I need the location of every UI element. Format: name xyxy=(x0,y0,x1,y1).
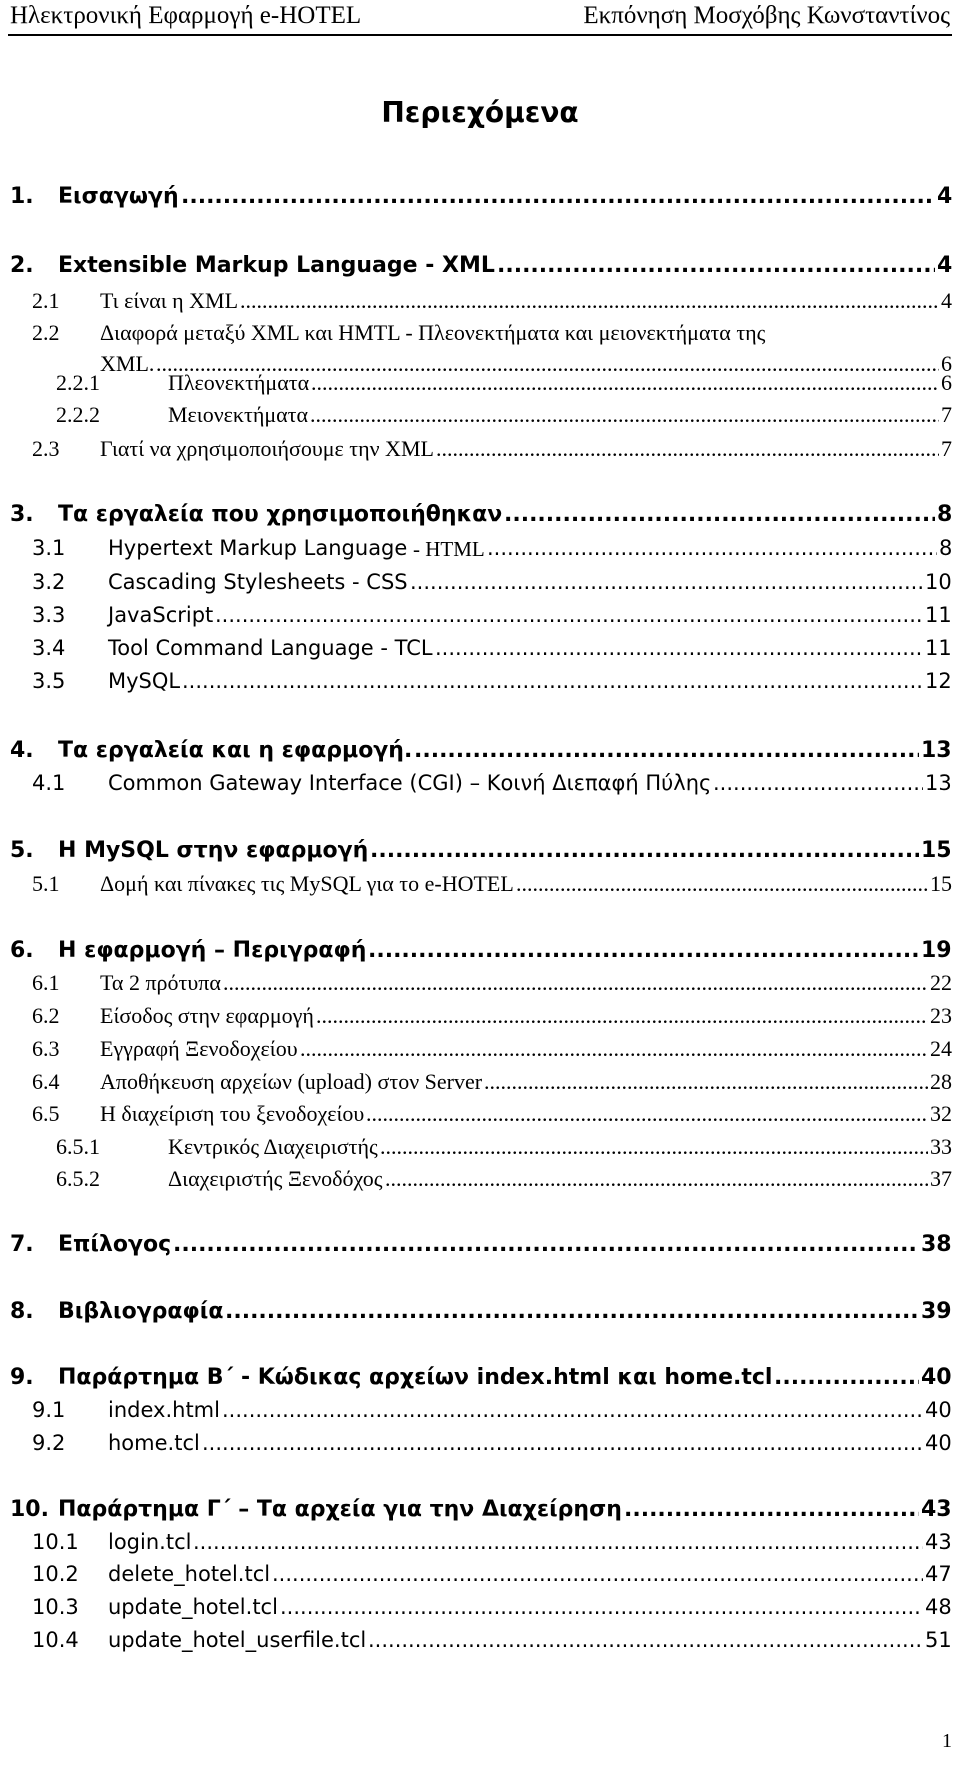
toc-entry-number: 2. xyxy=(10,253,34,278)
toc-entry[interactable] xyxy=(0,970,960,1002)
dot-leader xyxy=(504,502,935,527)
toc-entry-number: 6.5.1 xyxy=(56,1134,100,1159)
toc-entry-page: 19 xyxy=(921,938,952,963)
dot-leader xyxy=(215,603,923,627)
toc-entry-page: 13 xyxy=(921,738,952,763)
toc-entry[interactable] xyxy=(0,1101,960,1133)
toc-entry-number: 6.5.2 xyxy=(56,1166,100,1191)
dot-leader xyxy=(774,1365,919,1390)
toc-entry-title: update_hotel_userfile.tcl xyxy=(108,1628,367,1652)
toc-entry-title: Μειονεκτήματα xyxy=(168,402,309,427)
toc-entry[interactable] xyxy=(0,1166,960,1198)
toc-entry-title: Η MySQL στην εφαρμογή xyxy=(58,838,369,863)
toc-entry-title: login.tcl xyxy=(108,1530,192,1554)
toc-entry[interactable] xyxy=(0,536,960,568)
toc-entry-title: Τα εργαλεία και η εφαρμογή. xyxy=(58,738,413,763)
toc-entry-title: Tool Command Language - TCL xyxy=(108,636,433,660)
toc-entry-number: 5. xyxy=(10,838,34,863)
toc-entry-page: 37 xyxy=(930,1166,952,1191)
toc-entry[interactable] xyxy=(0,738,960,770)
toc-entry[interactable] xyxy=(0,1562,960,1594)
toc-entry[interactable] xyxy=(0,320,960,352)
toc-entry[interactable] xyxy=(0,436,960,468)
toc-entry-number: 10.3 xyxy=(32,1595,79,1619)
dot-leader xyxy=(300,1036,928,1062)
toc-entry[interactable] xyxy=(0,1365,960,1397)
dot-leader xyxy=(193,1530,923,1554)
toc-entry-number: 9.2 xyxy=(32,1431,66,1455)
toc-entry-number: 2.2.1 xyxy=(56,370,100,395)
toc-entry-number: 3.4 xyxy=(32,636,66,660)
toc-entry-page: 6 xyxy=(941,351,952,376)
toc-entry-title: Πλεονεκτήματα xyxy=(168,370,310,395)
dot-leader xyxy=(240,288,939,314)
dot-leader xyxy=(380,1134,928,1160)
toc-entry-page: 51 xyxy=(925,1628,952,1652)
toc-entry-title: Η εφαρμογή – Περιγραφή xyxy=(58,938,367,963)
toc-entry-page: 39 xyxy=(921,1299,952,1324)
toc-entry-title: Δομή και πίνακες τις MySQL για το e-HOTEL xyxy=(100,871,514,896)
toc-entry-title: Εισαγωγή xyxy=(58,184,179,209)
toc-entry-page: 47 xyxy=(925,1562,952,1586)
toc-entry-page: 13 xyxy=(925,771,952,795)
toc-entry-number: 2.2.2 xyxy=(56,402,100,427)
dot-leader xyxy=(222,1398,923,1422)
dot-leader xyxy=(316,1003,928,1029)
toc-entry-number: 10.2 xyxy=(32,1562,79,1586)
toc-entry-page: 40 xyxy=(925,1398,952,1422)
toc-entry-title: MySQL xyxy=(108,669,181,693)
toc-entry-title: JavaScript xyxy=(108,603,214,627)
toc-entry-title: home.tcl xyxy=(108,1431,200,1455)
toc-entry-number: 2.2 xyxy=(32,320,60,345)
toc-entry-title: Τα 2 πρότυπα xyxy=(100,970,221,995)
toc-entry-title: Εγγραφή Ξενοδοχείου xyxy=(100,1036,298,1061)
dot-leader xyxy=(624,1497,919,1522)
page-number: 1 xyxy=(942,1730,952,1752)
toc-entry-number: 4. xyxy=(10,738,34,763)
toc-entry-title: Διαφορά μεταξύ XML και HMTL - Πλεονεκτήματα και μειονεκτήματα της xyxy=(100,320,766,345)
dot-leader xyxy=(202,1431,923,1455)
toc-entry-page: 12 xyxy=(925,669,952,693)
toc-entry[interactable] xyxy=(0,1036,960,1068)
toc-entry[interactable] xyxy=(0,288,960,320)
dot-leader xyxy=(181,184,935,209)
toc-entry-page: 15 xyxy=(921,838,952,863)
toc-entry-title: Κεντρικός Διαχειριστής xyxy=(168,1134,378,1159)
dot-leader xyxy=(225,1299,919,1324)
toc-entry[interactable] xyxy=(0,669,960,701)
toc-entry-number: 9. xyxy=(10,1365,34,1390)
toc-entry-title: Τα εργαλεία που χρησιμοποιήθηκαν xyxy=(58,502,503,527)
toc-entry-title: Είσοδος στην εφαρμογή xyxy=(100,1003,314,1028)
dot-leader xyxy=(385,1166,928,1192)
dot-leader xyxy=(223,970,928,996)
toc-entry-number: 2.3 xyxy=(32,436,60,461)
toc-entry-title: Common Gateway Interface (CGI) – Κοινή Διεπαφή Πύλης xyxy=(108,771,712,795)
header-rule xyxy=(8,34,952,36)
toc-entry[interactable] xyxy=(0,1232,960,1264)
toc-entry-page: 4 xyxy=(937,184,953,209)
toc-entry-title-suffix: - HTML xyxy=(413,537,485,561)
toc-entry-number: 6. xyxy=(10,938,34,963)
toc-entry-page: 11 xyxy=(925,636,952,660)
toc-entry-page: 15 xyxy=(930,871,952,896)
dot-leader xyxy=(182,669,923,693)
toc-entry[interactable] xyxy=(0,1628,960,1660)
toc-entry[interactable] xyxy=(0,1299,960,1331)
toc-entry[interactable] xyxy=(0,1431,960,1463)
toc-entry[interactable] xyxy=(0,370,960,402)
toc-entry-title: Cascading Stylesheets - CSS xyxy=(108,570,408,594)
toc-entry-page: 38 xyxy=(921,1232,952,1257)
toc-entry[interactable] xyxy=(0,570,960,602)
toc-entry-page: 32 xyxy=(930,1101,952,1126)
dot-leader xyxy=(497,253,935,278)
toc-entry-title: Extensible Markup Language - XML xyxy=(58,253,495,278)
toc-entry-number: 10.4 xyxy=(32,1628,79,1652)
toc-entry[interactable] xyxy=(0,1134,960,1166)
toc-entry[interactable] xyxy=(0,502,960,534)
toc-entry-number: 8. xyxy=(10,1299,34,1324)
toc-entry-page: 43 xyxy=(921,1497,952,1522)
toc-entry[interactable] xyxy=(0,253,960,285)
toc-entry-page: 8 xyxy=(939,536,953,560)
toc-entry-number: 10.1 xyxy=(32,1530,79,1554)
dot-leader xyxy=(484,1069,928,1095)
dot-leader xyxy=(311,370,939,396)
toc-entry-number: 3.1 xyxy=(32,536,66,560)
toc-entry-title: Παράρτημα Β΄ - Κώδικας αρχείων index.html και home.tcl xyxy=(58,1365,773,1390)
toc-entry[interactable] xyxy=(0,871,960,903)
dot-leader xyxy=(272,1562,923,1586)
toc-entry[interactable] xyxy=(0,1003,960,1035)
toc-entry[interactable] xyxy=(0,636,960,668)
toc-entry[interactable] xyxy=(0,1398,960,1430)
toc-entry[interactable] xyxy=(0,603,960,635)
toc-entry-title: Αποθήκευση αρχείων (upload) στον Server xyxy=(100,1069,483,1094)
toc-entry-number: 3.3 xyxy=(32,603,66,627)
toc-entry-number: 6.2 xyxy=(32,1003,60,1028)
dot-leader xyxy=(713,771,923,795)
toc-entry-title-continued: XML. xyxy=(100,351,155,376)
toc-entry-page: 28 xyxy=(930,1069,952,1094)
toc-title: Περιεχόμενα xyxy=(381,96,579,129)
toc-entry-page: 4 xyxy=(937,253,953,278)
dot-leader xyxy=(435,636,923,660)
toc-entry-page: 33 xyxy=(930,1134,952,1159)
toc-entry-page: 8 xyxy=(937,502,953,527)
toc-entry-page: 10 xyxy=(925,570,952,594)
toc-entry-page: 23 xyxy=(930,1003,952,1028)
dot-leader xyxy=(368,1628,923,1652)
toc-entry-number: 4.1 xyxy=(32,771,66,795)
toc-entry-page: 40 xyxy=(925,1431,952,1455)
toc-entry-title: Επίλογος xyxy=(58,1232,172,1257)
toc-entry-page: 7 xyxy=(941,436,952,461)
dot-leader xyxy=(516,871,928,897)
toc-entry-page: 4 xyxy=(941,288,952,313)
toc-entry-number: 3.2 xyxy=(32,570,66,594)
dot-leader xyxy=(280,1595,923,1619)
toc-entry[interactable] xyxy=(0,402,960,434)
toc-entry-title: Hypertext Markup Language xyxy=(108,536,408,560)
dot-leader xyxy=(310,402,939,428)
toc-entry[interactable] xyxy=(0,838,960,870)
toc-entry-title: update_hotel.tcl xyxy=(108,1595,278,1619)
toc-entry-number: 1. xyxy=(10,184,34,209)
toc-entry-number: 6.5 xyxy=(32,1101,60,1126)
toc-entry-page: 7 xyxy=(941,402,952,427)
running-header-right: Εκπόνηση Μοσχόβης Κωνσταντίνος xyxy=(583,2,950,29)
toc-entry-number: 9.1 xyxy=(32,1398,66,1422)
dot-leader xyxy=(414,738,919,763)
toc-entry-title: Βιβλιογραφία xyxy=(58,1299,224,1324)
dot-leader xyxy=(368,938,919,963)
toc-entry[interactable] xyxy=(0,1530,960,1562)
toc-entry-number: 10. xyxy=(10,1497,49,1522)
dot-leader xyxy=(436,436,939,462)
toc-entry-number: 6.1 xyxy=(32,970,60,995)
toc-entry-page: 6 xyxy=(941,370,952,395)
toc-entry-title: Η διαχείριση του ξενοδοχείου xyxy=(100,1101,365,1126)
dot-leader xyxy=(370,838,919,863)
dot-leader xyxy=(487,536,937,560)
dot-leader xyxy=(173,1232,919,1257)
toc-entry-page: 43 xyxy=(925,1530,952,1554)
toc-entry[interactable] xyxy=(0,1595,960,1627)
dot-leader xyxy=(410,570,923,594)
running-header-left: Ηλεκτρονική Εφαρμογή e-HOTEL xyxy=(10,2,362,29)
toc-entry-number: 6.3 xyxy=(32,1036,60,1061)
toc-entry-title: Γιατί να χρησιμοποιήσουμε την XML xyxy=(100,436,434,461)
toc-entry-number: 3.5 xyxy=(32,669,66,693)
toc-entry-number: 2.1 xyxy=(32,288,60,313)
toc-entry[interactable] xyxy=(0,771,960,803)
toc-entry-title: Διαχειριστής Ξενοδόχος xyxy=(168,1166,383,1191)
toc-entry-number: 7. xyxy=(10,1232,34,1257)
toc-entry-page: 22 xyxy=(930,970,952,995)
toc-entry-number: 5.1 xyxy=(32,871,60,896)
toc-entry-page: 11 xyxy=(925,603,952,627)
dot-leader xyxy=(366,1101,928,1127)
toc-entry-page: 40 xyxy=(921,1365,952,1390)
toc-entry-page: 24 xyxy=(930,1036,952,1061)
toc-entry[interactable] xyxy=(0,1069,960,1101)
toc-entry-title: Παράρτημα Γ΄ – Τα αρχεία για την Διαχείρηση xyxy=(58,1497,622,1522)
toc-entry-number: 6.4 xyxy=(32,1069,60,1094)
toc-entry-title: index.html xyxy=(108,1398,220,1422)
toc-entry-number: 3. xyxy=(10,502,34,527)
toc-entry[interactable] xyxy=(0,184,960,216)
toc-entry-title: Τι είναι η XML xyxy=(100,288,239,313)
toc-entry-title: delete_hotel.tcl xyxy=(108,1562,271,1586)
toc-entry[interactable] xyxy=(0,938,960,970)
toc-entry-page: 48 xyxy=(925,1595,952,1619)
toc-entry[interactable] xyxy=(0,1497,960,1529)
